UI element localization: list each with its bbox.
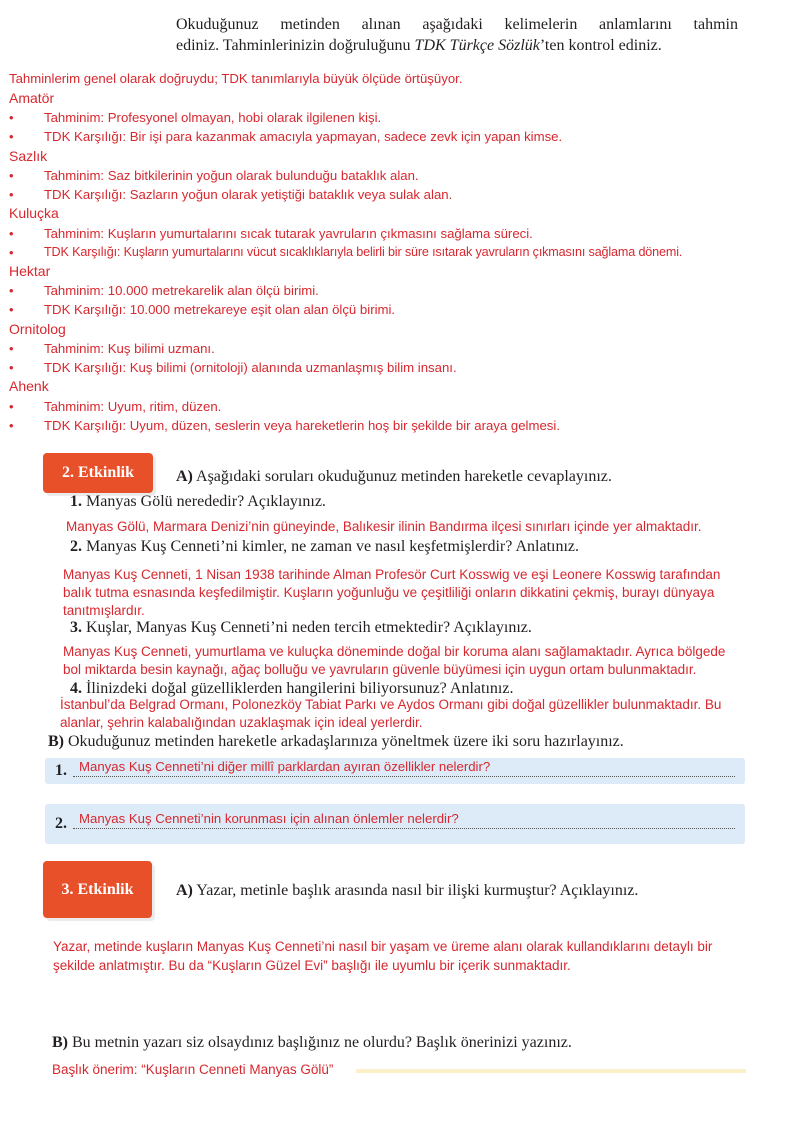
word-tdk-definition: TDK Karşılığı: Kuşların yumurtalarını vücut sıcaklıklarıyla belirli bir süre ısıtarak yavruların çıkmasını sağlama dönemi. — [44, 245, 683, 259]
bullet-icon: • — [9, 168, 14, 183]
prepared-question-2-field[interactable] — [45, 804, 745, 844]
answer-3-line-1: Manyas Kuş Cenneti, yumurtlama ve kuluçka döneminde doğal bir koruma alanı sağlamaktadır. Ayrıca bölgede — [63, 644, 726, 659]
bullet-icon: • — [9, 399, 14, 414]
answer-4-line-1: İstanbul’da Belgrad Ormanı, Polonezköy Tabiat Parkı ve Aydos Ormanı gibi doğal güzellikler bulunmaktadır. Bu — [60, 697, 722, 712]
title-suggestion-answer[interactable]: Başlık önerim: “Kuşların Cenneti Manyas Gölü” — [52, 1062, 334, 1077]
bullet-icon: • — [9, 226, 14, 241]
prepared-question-text[interactable]: Manyas Kuş Cenneti’nin korunması için alınan önlemler nelerdir? — [79, 811, 459, 826]
bullet-icon: • — [9, 302, 14, 317]
answer-1: Manyas Gölü, Marmara Denizi’nin güneyinde, Balıkesir ilinin Bandırma ilçesi sınırları içinde yer almaktadır. — [66, 519, 702, 534]
word-tdk-definition: TDK Karşılığı: Sazların yoğun olarak yetiştiği bataklık veya sulak alan. — [44, 187, 453, 202]
part-b-label: B) — [48, 733, 64, 750]
word-guess: Tahminim: Saz bitkilerinin yoğun olarak bulunduğu bataklık alan. — [44, 168, 419, 183]
etkinlik-3-part-b-instruction — [52, 1033, 572, 1053]
answer-2-line-3: tanıtmışlardır. — [63, 603, 145, 618]
dotted-line — [73, 828, 735, 829]
intro-line-2 — [176, 35, 738, 56]
question-text: Manyas Gölü nerededir? Açıklayınız. — [86, 493, 326, 510]
dotted-line — [73, 776, 735, 777]
question-number: 2. — [70, 538, 82, 555]
question-number: 1. — [70, 493, 82, 510]
word-term: Sazlık — [9, 148, 48, 164]
word-tdk-definition: TDK Karşılığı: Bir işi para kazanmak amacıyla yapmayan, sadece zevk için yapan kimse. — [44, 129, 563, 144]
question-2 — [70, 537, 579, 557]
part-a-text: Aşağıdaki soruları okuduğunuz metinden hareketle cevaplayınız. — [196, 468, 612, 485]
word-guess: Tahminim: Profesyonel olmayan, hobi olarak ilgilenen kişi. — [44, 110, 382, 125]
bullet-icon: • — [9, 418, 14, 433]
word-guess: Tahminim: Kuşların yumurtalarını sıcak tutarak yavruların çıkmasını sağlama süreci. — [44, 226, 533, 241]
word-tdk-definition: TDK Karşılığı: Kuş bilimi (ornitoloji) alanında uzmanlaşmış bilim insanı. — [44, 360, 457, 375]
question-number: 3. — [70, 619, 82, 636]
prepared-question-number: 2. — [55, 815, 67, 832]
word-term: Kuluçka — [9, 205, 59, 221]
part-b-text: Okuduğunuz metinden hareketle arkadaşlarınıza yöneltmek üzere iki soru hazırlayınız. — [68, 733, 624, 750]
part-a-label: A) — [176, 882, 193, 899]
prepared-question-1-field[interactable] — [45, 758, 745, 784]
bullet-icon: • — [9, 360, 14, 375]
answer-underline — [356, 1069, 746, 1073]
word-tdk-definition: TDK Karşılığı: Uyum, düzen, seslerin veya hareketlerin hoş bir şekilde bir araya gelmesi. — [44, 418, 560, 433]
etkinlik-3-part-a-instruction — [176, 881, 638, 901]
question-text: İlinizdeki doğal güzelliklerden hangilerini biliyorsunuz? Anlatınız. — [86, 680, 514, 697]
etkinlik-2-badge: 2. Etkinlik — [43, 453, 153, 493]
words-summary: Tahminlerim genel olarak doğruydu; TDK tanımlarıyla büyük ölçüde örtüşüyor. — [9, 71, 463, 86]
word-term: Amatör — [9, 90, 55, 106]
part-a-text: Yazar, metinle başlık arasında nasıl bir ilişki kurmuştur? Açıklayınız. — [196, 882, 639, 899]
intro-dictionary-title: TDK Türkçe Sözlük — [414, 37, 540, 54]
prepared-question-number: 1. — [55, 762, 67, 779]
word-guess: Tahminim: 10.000 metrekarelik alan ölçü birimi. — [44, 283, 319, 298]
answer-3-line-2: bol miktarda besin kaynağı, ağaç bolluğu ve yavruların güvenle büyümesi için uygun ortam bulunmaktadır. — [63, 662, 697, 677]
part-b-text: Bu metnin yazarı siz olsaydınız başlığınız ne olurdu? Başlık önerinizi yazınız. — [72, 1034, 572, 1051]
answer-2-line-2: balık tutma esnasında keşfedilmiştir. Kuşların yoğunluğu ve çeşitliliği onların dikkatini çekmiş, burayı dünyaya — [63, 585, 715, 600]
word-tdk-definition: TDK Karşılığı: 10.000 metrekareye eşit olan alan ölçü birimi. — [44, 302, 396, 317]
word-guess: Tahminim: Uyum, ritim, düzen. — [44, 399, 222, 414]
intro-paragraph — [176, 14, 738, 56]
etkinlik-3-answer-line-2: şekilde anlatmıştır. Bu da “Kuşların Güzel Evi” başlığı ile uyumlu bir içerik sunmaktadır. — [53, 958, 571, 973]
question-text: Manyas Kuş Cenneti’ni kimler, ne zaman ve nasıl keşfetmişlerdir? Anlatınız. — [86, 538, 579, 555]
question-text: Kuşlar, Manyas Kuş Cenneti’ni neden tercih etmektedir? Açıklayınız. — [86, 619, 532, 636]
word-term: Ornitolog — [9, 321, 66, 337]
etkinlik-3-badge: 3. Etkinlik — [43, 861, 152, 918]
part-b-label: B) — [52, 1034, 68, 1051]
word-term: Hektar — [9, 263, 51, 279]
question-3 — [70, 618, 532, 638]
word-term: Ahenk — [9, 378, 49, 394]
intro-line-1: Okuduğunuz metinden alınan aşağıdaki kelimelerin anlamlarını tahmin — [176, 16, 738, 33]
bullet-icon: • — [9, 129, 14, 144]
etkinlik-3-answer-line-1: Yazar, metinde kuşların Manyas Kuş Cenneti’ni nasıl bir yaşam ve üreme alanı olarak kullandıklarını detaylı bir — [53, 939, 713, 954]
bullet-icon: • — [9, 245, 14, 260]
bullet-icon: • — [9, 110, 14, 125]
prepared-question-text[interactable]: Manyas Kuş Cenneti’ni diğer millî parklardan ayıran özellikler nelerdir? — [79, 759, 491, 774]
etkinlik-2-part-b-instruction — [48, 732, 624, 752]
bullet-icon: • — [9, 187, 14, 202]
part-a-label: A) — [176, 468, 193, 485]
bullet-icon: • — [9, 283, 14, 298]
bullet-icon: • — [9, 341, 14, 356]
etkinlik-2-part-a-instruction — [176, 467, 612, 487]
answer-2-line-1: Manyas Kuş Cenneti, 1 Nisan 1938 tarihinde Alman Profesör Curt Kosswig ve eşi Leonere Kosswig tarafından — [63, 567, 721, 582]
question-number: 4. — [70, 680, 82, 697]
answer-4-line-2: alanlar, şehrin kalabalığından uzaklaşmak için ideal yerlerdir. — [60, 715, 423, 730]
word-guess: Tahminim: Kuş bilimi uzmanı. — [44, 341, 215, 356]
intro-line-2-end: ’ten kontrol ediniz. — [539, 37, 662, 54]
question-1 — [70, 492, 326, 512]
intro-line-2-text: ediniz. Tahminlerinizin doğruluğunu — [176, 37, 415, 54]
